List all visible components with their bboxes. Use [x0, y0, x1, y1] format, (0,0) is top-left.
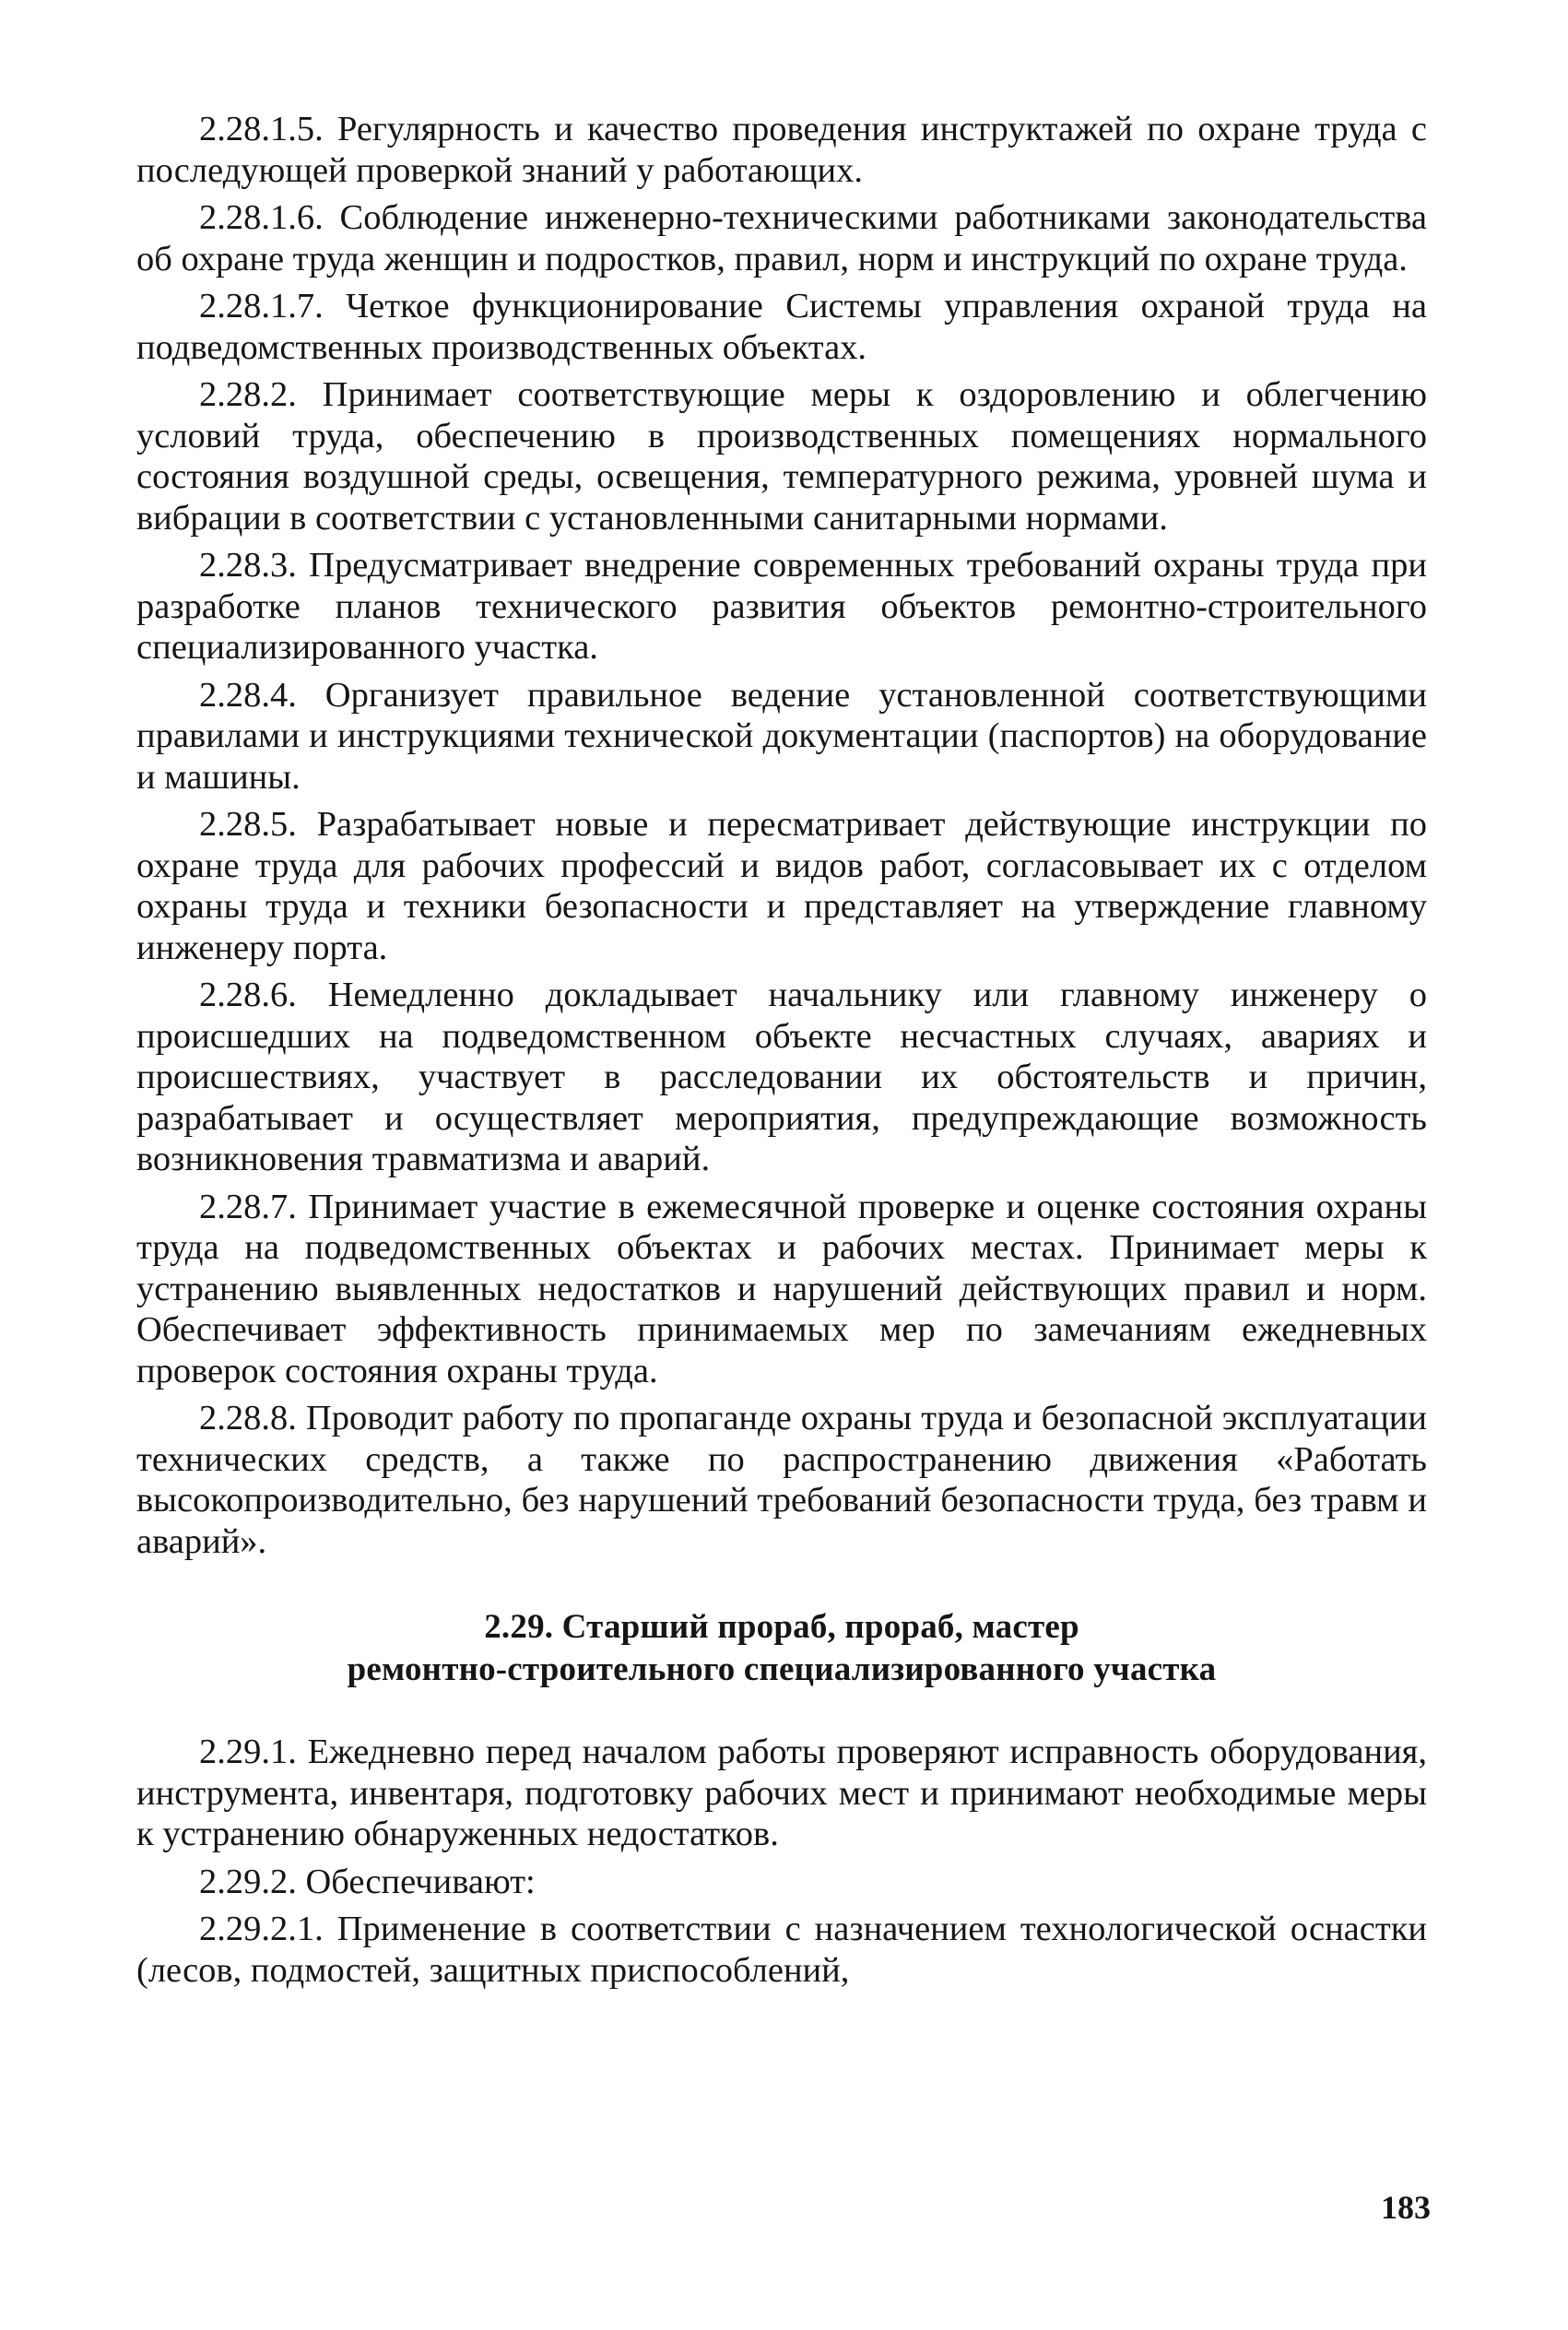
section-heading-line2: ремонтно-строительного специализированного участка — [347, 1650, 1217, 1688]
paragraph-2-28-1-5: 2.28.1.5. Регулярность и качество проведения инструктажей по охране труда с последующей проверкой знаний у работающих. — [136, 110, 1427, 190]
document-page — [136, 109, 1427, 1997]
paragraph-2-28-4: 2.28.4. Организует правильное ведение установленной соответствующими правилами и инструкциями технической документации (паспортов) на оборудование и машины. — [136, 675, 1427, 797]
paragraph-2-28-8: 2.28.8. Проводит работу по пропаганде охраны труда и безопасной эксплуатации технических средств, а также по распространению движения «Работать высокопроизводительно, без нарушений требований безопасности труда, без травм и аварий». — [136, 1399, 1427, 1561]
page-number: 183 — [1381, 2189, 1431, 2226]
paragraph-2-28-7: 2.28.7. Принимает участие в ежемесячной проверке и оценке состояния охраны труда на подведомственных объектах и рабочих местах. Принимает меры к устранению выявленных недостатков и нарушений действующих правил и норм. Обеспечивает эффективность принимаемых мер по замечаниям ежедневных проверок состояния охраны труда. — [136, 1187, 1427, 1390]
paragraph-2-29-2-1: 2.29.2.1. Применение в соответствии с назначением технологической оснастки (лесов, подмостей, защитных приспособлений, — [136, 1910, 1427, 1990]
paragraph-2-29-1: 2.29.1. Ежедневно перед началом работы проверяют исправность оборудования, инструмента, инвентаря, подготовку рабочих мест и принимают необходимые меры к устранению обнаруженных недостатков. — [136, 1733, 1427, 1853]
section-heading-line1: 2.29. Старший прораб, прораб, мастер — [484, 1608, 1079, 1646]
paragraph-2-28-6: 2.28.6. Немедленно докладывает начальнику или главному инженеру о происшедших на подведомственном объекте несчастных случаях, авариях и происшествиях, участвует в расследовании их обстоятельств и причин, разрабатывает и осуществляет мероприятия, предупреждающие возможность возникновения травматизма и аварий. — [136, 976, 1427, 1178]
section-heading-2-29 — [136, 1606, 1427, 1691]
paragraph-2-28-1-7: 2.28.1.7. Четкое функционирование Системы управления охраной труда на подведомственных производственных объектах. — [136, 287, 1427, 367]
paragraph-2-29-2: 2.29.2. Обеспечивают: — [199, 1862, 536, 1901]
paragraph-2-28-5: 2.28.5. Разрабатывает новые и пересматривает действующие инструкции по охране труда для рабочих профессий и видов работ, согласовывает их с отделом охраны труда и техники безопасности и представляет на утверждение главному инженеру порта. — [136, 805, 1427, 967]
paragraph-2-28-1-6: 2.28.1.6. Соблюдение инженерно-техническими работниками законодательства об охране труда женщин и подростков, правил, норм и инструкций по охране труда. — [136, 198, 1427, 278]
paragraph-2-28-3: 2.28.3. Предусматривает внедрение современных требований охраны труда при разработке планов технического развития объектов ремонтно-строительного специализированного участка. — [136, 546, 1427, 667]
paragraph-2-28-2: 2.28.2. Принимает соответствующие меры к оздоровлению и облегчению условий труда, обеспечению в производственных помещениях нормального состояния воздушной среды, освещения, температурного режима, уровней шума и вибрации в соответствии с установленными санитарными нормами. — [136, 375, 1427, 538]
